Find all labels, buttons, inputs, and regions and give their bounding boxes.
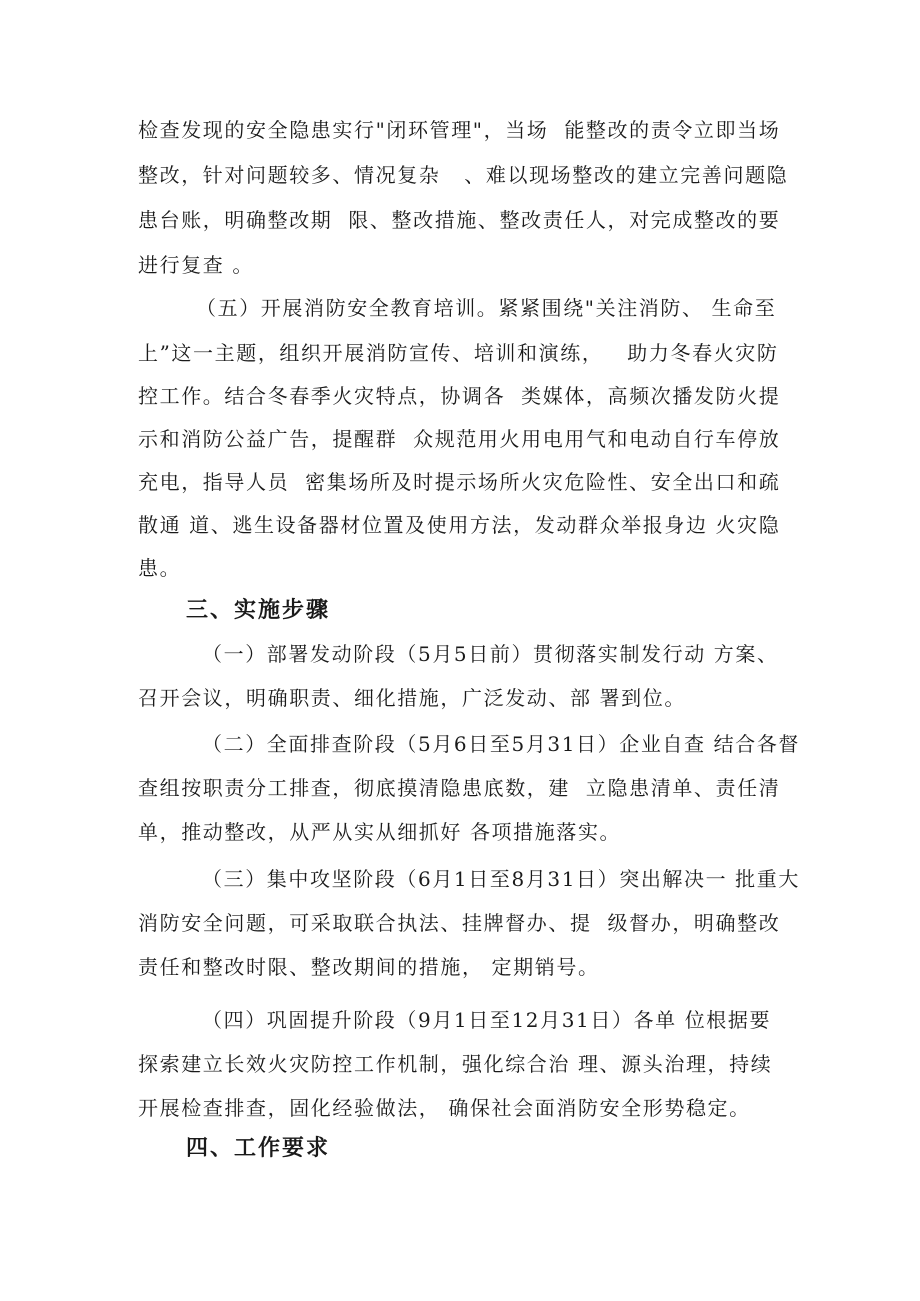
step-2-line-1: （二）全面排查阶段（5月6日至5月31日）企业自查 结合各督: [202, 732, 800, 756]
section-4-heading: 四、工作要求: [186, 1136, 331, 1161]
paragraph-1-line-3: 患台账，明确整改期 限、整改措施、整改责任人，对完成整改的要: [138, 208, 781, 232]
step-4-line-1: （四）巩固提升阶段（9月1日至12月31日）各单 位根据要: [202, 1008, 772, 1032]
paragraph-1-line-4: 进行复查 。: [138, 253, 254, 277]
paragraph-2-line-2: 上”这一主题，组织开展消防宣传、培训和演练， 助力冬春火灾防: [138, 341, 779, 365]
paragraph-2-line-5: 充电，指导人员 密集场所及时提示场所火灾危险性、安全出口和疏: [138, 470, 781, 494]
step-2-line-2: 查组按职责分工排查，彻底摸清隐患底数，建 立隐患清单、责任清: [138, 776, 781, 800]
step-3-line-1: （三）集中攻坚阶段（6月1日至8月31日）突出解决一 批重大: [202, 867, 800, 891]
paragraph-2-line-7: 患。: [138, 556, 182, 580]
step-4-line-3: 开展检查排查，固化经验做法， 确保社会面消防安全形势稳定。: [138, 1096, 751, 1120]
step-3-line-3: 责任和整改时限、整改期间的措施， 定期销号。: [138, 955, 600, 979]
step-2-line-3: 单，推动整改，从严从实从细抓好 各项措施落实。: [138, 820, 622, 844]
step-4-line-2: 探索建立长效火灾防控工作机制，强化综合治 理、源头治理，持续: [138, 1052, 773, 1076]
step-1-line-2: 召开会议，明确职责、细化措施，广泛发动、部 署到位。: [138, 686, 686, 710]
step-1-line-1: （一）部署发动阶段（5月5日前）贯彻落实制发行动 方案、: [202, 642, 779, 666]
paragraph-1-line-2: 整改，针对问题较多、情况复杂 、难以现场整改的建立完善问题隐: [138, 163, 789, 187]
paragraph-2-line-3: 控工作。结合冬春季火灾特点，协调各 类媒体，高频次播发防火提: [138, 384, 781, 408]
paragraph-2-line-1: （五）开展消防安全教育培训。紧紧围绕"关注消防、 生命至: [196, 296, 777, 320]
step-3-line-2: 消防安全问题，可采取联合执法、挂牌督办、提 级督办，明确整改: [138, 911, 781, 935]
paragraph-1-line-1: 检查发现的安全隐患实行"闭环管理"，当场 能整改的责令立即当场: [138, 118, 781, 142]
section-3-heading: 三、实施步骤: [186, 598, 331, 623]
paragraph-2-line-4: 示和消防公益广告，提醒群 众规范用火用电用气和电动自行车停放: [138, 427, 781, 451]
paragraph-2-line-6: 散通 道、逃生设备器材位置及使用方法，发动群众举报身边 火灾隐: [138, 513, 781, 537]
